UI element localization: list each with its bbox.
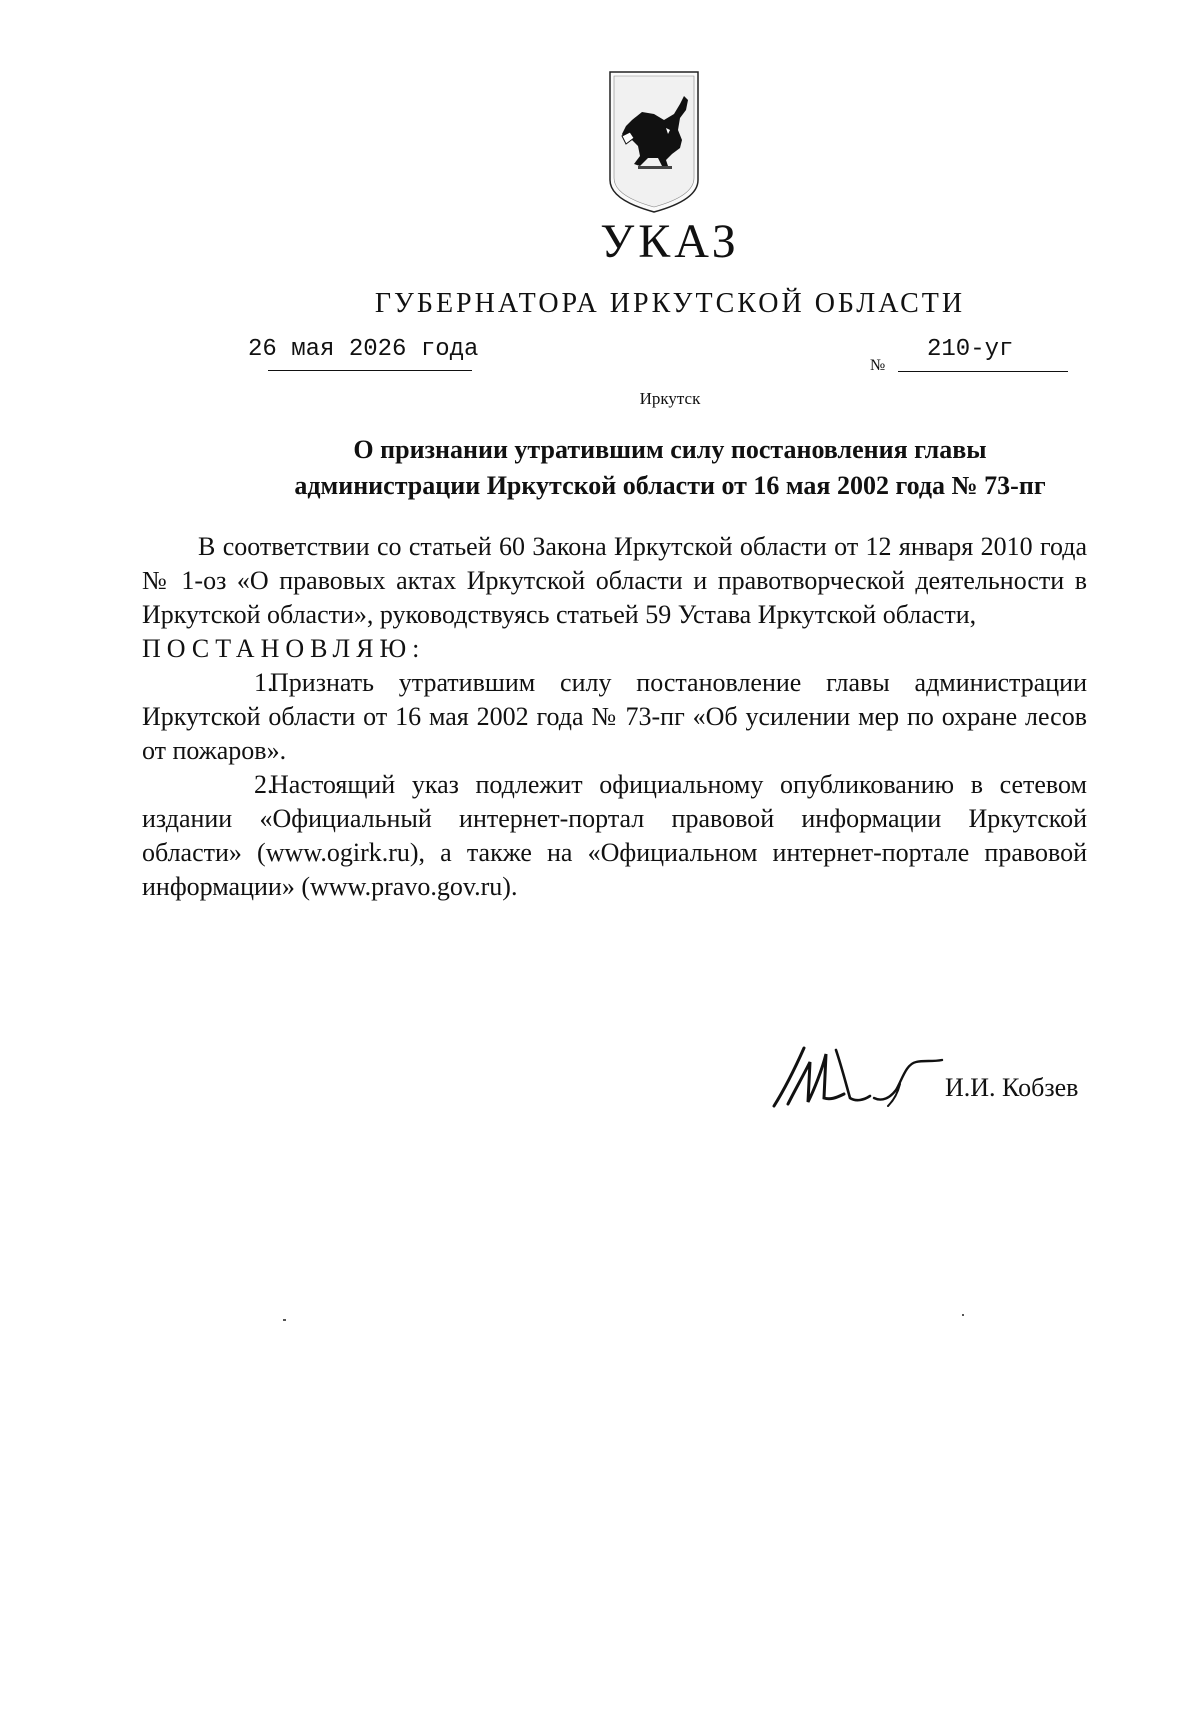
item-text: Настоящий указ подлежит официальному опубликованию в сетевом издании «Официальный интернет-портал правовой информации Иркутской области» (www.ogirk.ru), а также на «Официальном интернет-портале правовой информации» (www.pravo.gov.ru). <box>142 770 1087 901</box>
date-underline <box>268 370 472 371</box>
preamble-paragraph: В соответствии со статьей 60 Закона Иркутской области от 12 января 2010 года № 1-оз «О правовых актах Иркутской области и правотворческой деятельности в Иркутской области», руководствуясь статьей 59 Устава Иркутской области, <box>142 532 1087 629</box>
document-body <box>142 530 1087 904</box>
signer-name: И.И. Кобзев <box>945 1073 1079 1102</box>
item-text: Признать утратившим силу постановление главы администрации Иркутской области от 16 мая 2002 года № 73-пг «Об усилении мер по охране лесов от пожаров». <box>142 668 1087 765</box>
document-date: 26 мая 2026 года <box>248 336 479 363</box>
item-paragraph <box>142 768 1087 904</box>
scan-speck <box>962 1314 964 1316</box>
item-number: 2. <box>254 770 274 799</box>
document-subtitle: ГУБЕРНАТОРА ИРКУТСКОЙ ОБЛАСТИ <box>374 288 966 319</box>
scan-speck <box>283 1319 286 1321</box>
number-sign: № <box>870 357 886 374</box>
document-heading <box>200 432 1140 504</box>
item-paragraph <box>142 666 1087 768</box>
document-number: 210-уг <box>927 336 1014 363</box>
document-city: Иркутск <box>639 389 701 408</box>
resolve-word: ПОСТАНОВЛЯЮ: <box>142 634 426 663</box>
heading-line: О признании утратившим силу постановления главы <box>353 435 987 464</box>
heading-line: администрации Иркутской области от 16 мая 2002 года № 73-пг <box>294 471 1046 500</box>
document-title: УКАЗ <box>600 215 740 268</box>
signature-icon <box>770 1040 950 1112</box>
coat-of-arms-icon <box>608 70 700 214</box>
number-underline <box>898 371 1068 372</box>
item-number: 1. <box>254 668 274 697</box>
